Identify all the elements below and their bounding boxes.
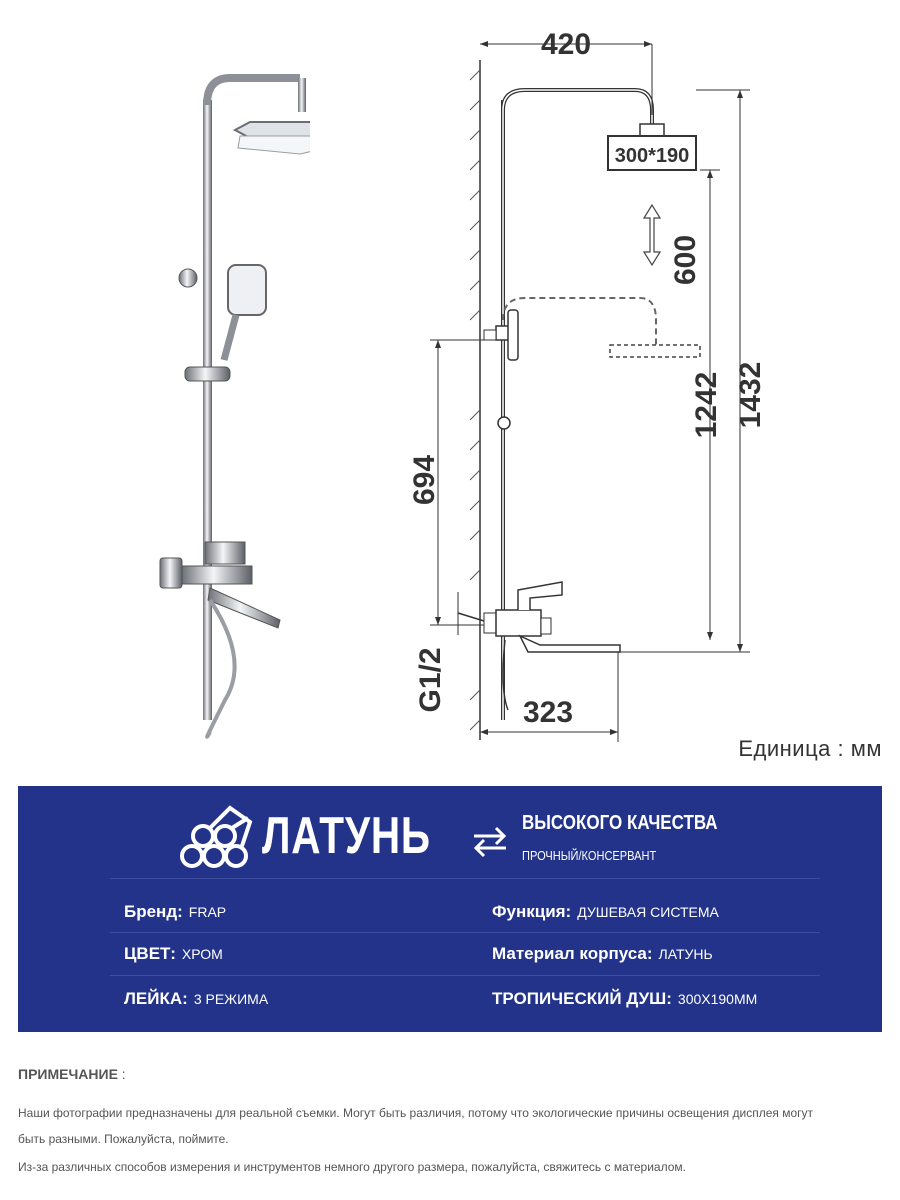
- head-size-label: 300*190: [614, 145, 690, 167]
- divider: [110, 932, 820, 933]
- spec-banner: [18, 786, 882, 1032]
- technical-drawing: [400, 20, 800, 760]
- quality-subtitle: ПРОЧНЫЙ/КОНСЕРВАНТ: [522, 848, 657, 863]
- banner-header: [18, 786, 882, 878]
- thread-label: G1/2: [414, 647, 447, 713]
- inlet-height-label: 694: [408, 454, 441, 506]
- spout: [208, 588, 280, 628]
- spec-function: Функция: ДУШЕВАЯ СИСТЕМА: [492, 902, 719, 921]
- spec-color: ЦВЕТ: ХРОМ: [124, 944, 223, 963]
- note-title: ПРИМЕЧАНИЕ :: [18, 1066, 126, 1082]
- divider: [110, 975, 820, 976]
- material-title: ЛАТУНЬ: [262, 807, 431, 865]
- unit-label: Единица : мм: [738, 736, 882, 761]
- wall-bracket: [179, 269, 197, 287]
- divider: [110, 878, 820, 879]
- spout-reach-label: 323: [522, 696, 574, 729]
- slide-holder: [185, 367, 230, 381]
- slide-label: 600: [669, 234, 702, 286]
- spec-hand-shower: ЛЕЙКА: 3 РЕЖИМА: [124, 989, 269, 1008]
- hand-shower: [228, 265, 266, 315]
- mixer-body: [182, 566, 252, 584]
- quality-title: ВЫСОКОГО КАЧЕСТВА: [522, 812, 718, 834]
- height-total-label: 1432: [734, 361, 767, 429]
- note-line-2: быть разными. Пожалуйста, поймите.: [18, 1132, 229, 1146]
- width-top-label: 420: [540, 28, 592, 61]
- note-line-1: Наши фотографии предназначены для реальной съемки. Могут быть различия, потому что экологические причины освещения дисплея могут: [18, 1106, 814, 1120]
- riser-pipe: [203, 100, 212, 720]
- height-arm-label: 1242: [690, 371, 723, 439]
- product-photo: [150, 60, 310, 750]
- spec-rain-shower: ТРОПИЧЕСКИЙ ДУШ: 300X190MM: [492, 989, 758, 1008]
- spec-body-material: Материал корпуса: ЛАТУНЬ: [492, 944, 713, 963]
- note-line-3: Из-за различных способов измерения и инструментов немного другого размера, пожалуйста, свяжитесь с материалом.: [18, 1160, 686, 1174]
- top-arm: [207, 78, 300, 105]
- spec-brand: Бренд: FRAP: [124, 902, 227, 921]
- brass-pipes-icon: [178, 800, 258, 870]
- swap-arrows-icon: [468, 822, 512, 862]
